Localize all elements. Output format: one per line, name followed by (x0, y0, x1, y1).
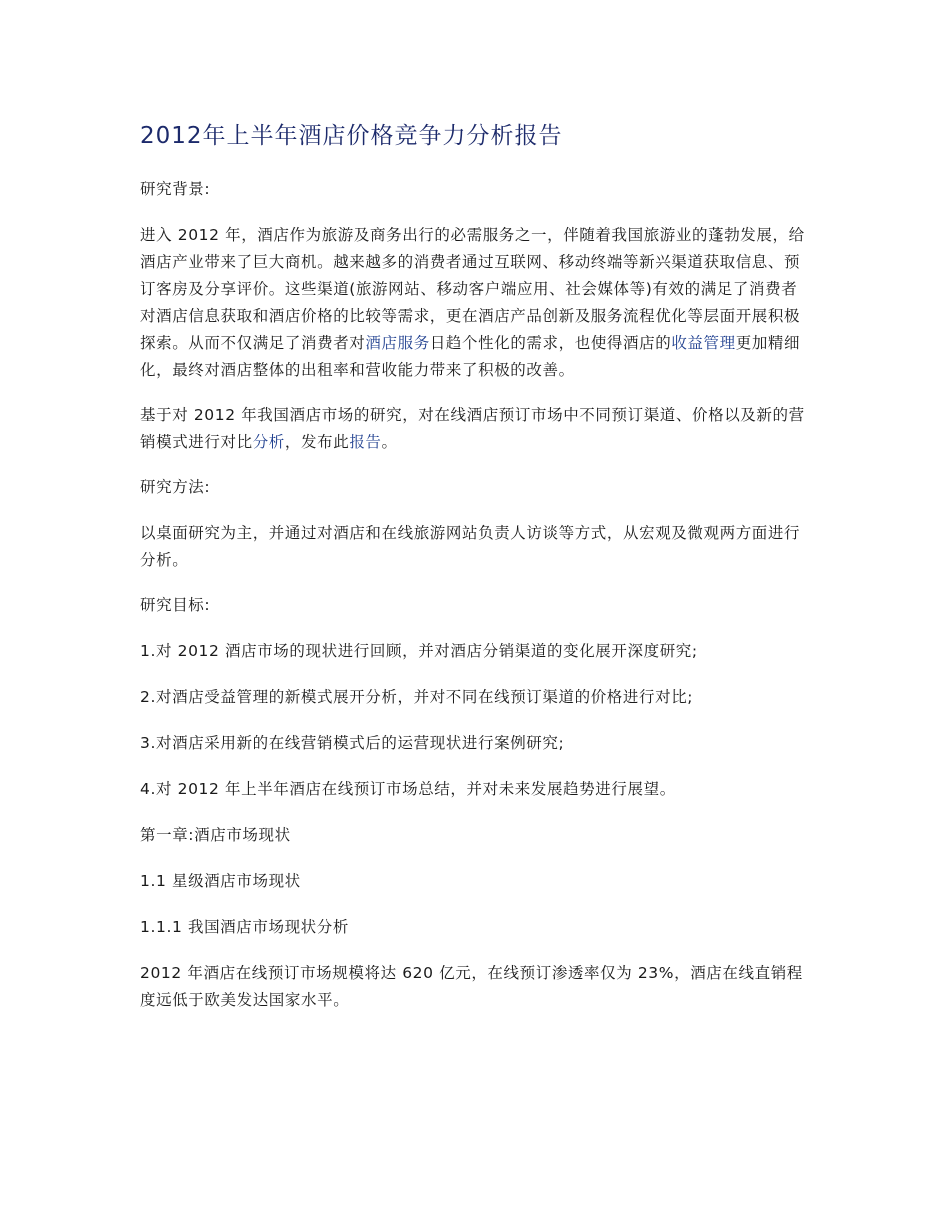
goal-item: 4.对 2012 年上半年酒店在线预订市场总结，并对未来发展趋势进行展望。 (140, 780, 676, 798)
section-1-1-heading: 1.1 星级酒店市场现状 (140, 872, 301, 890)
background-paragraph-1-text-c: 更加精细化，最终对酒店整体的出租率和营收能力带来了积极的改善。 (140, 334, 801, 379)
market-size-paragraph: 2012 年酒店在线预订市场规模将达 620 亿元，在线预订渗透率仅为 23%，酒店在线直销程度远低于欧美发达国家水平。 (140, 964, 803, 1009)
research-method-paragraph: 以桌面研究为主，并通过对酒店和在线旅游网站负责人访谈等方式，从宏观及微观两方面进行分析。 (140, 524, 801, 569)
goal-item: 1.对 2012 酒店市场的现状进行回顾，并对酒店分销渠道的变化展开深度研究; (140, 642, 698, 660)
background-paragraph-1 (140, 222, 810, 384)
chapter-1-heading: 第一章:酒店市场现状 (140, 826, 291, 844)
research-background-heading: 研究背景: (140, 180, 211, 198)
document-title: 2012年上半年酒店价格竞争力分析报告 (140, 123, 563, 149)
background-paragraph-1-text-a: 进入 2012 年，酒店作为旅游及商务出行的必需服务之一，伴随着我国旅游业的蓬勃发展，给酒店产业带来了巨大商机。越来越多的消费者通过互联网、移动终端等新兴渠道获取信息、预订客房及分享评价。这些渠道(旅游网站、移动客户端应用、社会媒体等)有效的满足了消费者对酒店信息获取和酒店价格的比较等需求，更在酒店产品创新及服务流程优化等层面开展积极探索。从而不仅满足了消费者对 (140, 226, 805, 352)
background-paragraph-2-text-a: 基于对 2012 年我国酒店市场的研究，对在线酒店预订市场中不同预订渠道、价格以及新的营销模式进行对比 (140, 406, 805, 451)
background-paragraph-2 (140, 402, 810, 456)
background-paragraph-2-text-c: 。 (381, 433, 398, 451)
analysis-link[interactable]: 分析 (252, 433, 285, 451)
research-method-heading: 研究方法: (140, 478, 211, 496)
document-page (140, 118, 810, 1032)
goal-item: 2.对酒店受益管理的新模式展开分析，并对不同在线预订渠道的价格进行对比; (140, 688, 694, 706)
background-paragraph-1-text-b: 日趋个性化的需求，也使得酒店的 (429, 334, 672, 352)
goal-item: 3.对酒店采用新的在线营销模式后的运营现状进行案例研究; (140, 734, 565, 752)
hotel-service-link[interactable]: 酒店服务 (365, 334, 430, 352)
section-1-1-1-heading: 1.1.1 我国酒店市场现状分析 (140, 918, 349, 936)
background-paragraph-2-text-b: ，发布此 (284, 433, 350, 451)
report-link[interactable]: 报告 (349, 433, 382, 451)
revenue-management-link[interactable]: 收益管理 (671, 334, 736, 352)
research-goal-heading: 研究目标: (140, 596, 211, 614)
